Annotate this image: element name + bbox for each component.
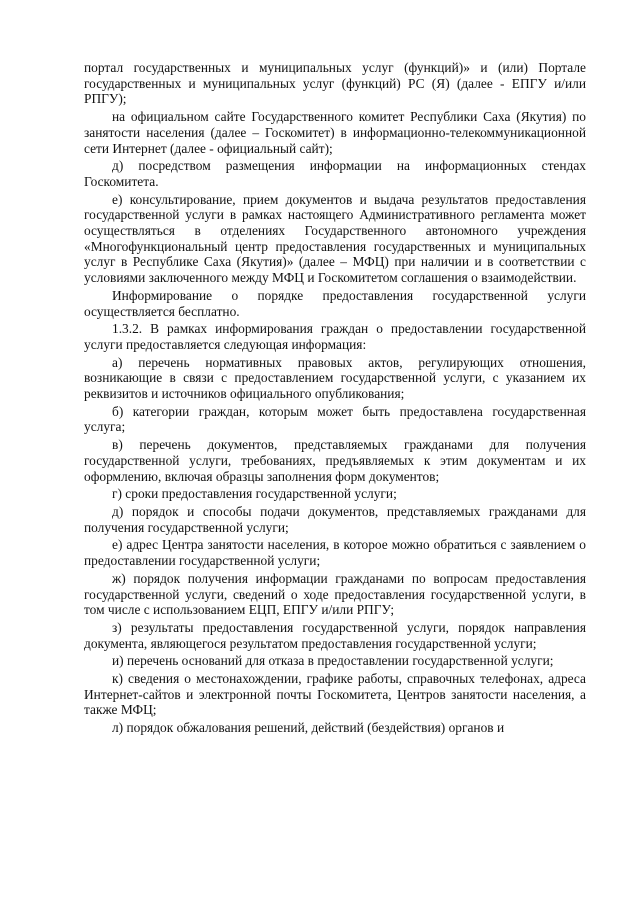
list-item-e: е) адрес Центра занятости населения, в которое можно обратиться с заявлением о предоставлении государственной услуги; (84, 537, 586, 569)
list-item-z: з) результаты предоставления государственной услуги, порядок направления документа, являющегося результатом предоставления государственной услуги; (84, 619, 586, 651)
paragraph-section-1-3-2: 1.3.2. В рамках информирования граждан о предоставлении государственной услуги предоставляется следующая информация: (84, 321, 586, 352)
list-item-k: к) сведения о местонахождении, графике работы, справочных телефонах, адреса Интернет-сайтов и электронной почты Госкомитета, Центров занятости населения, а также МФЦ; (84, 671, 586, 718)
paragraph-mfc-consulting: е) консультирование, прием документов и выдача результатов предоставления государственной услуги в рамках настоящего Административного регламента может осуществляться в отделениях Государственного автономного учреждения «Многофункциональный центр предоставления государственных и муниципальных услуг в Республике Саха (Якутия)» (далее – МФЦ) при наличии и в соответствии с условиями заключенного между МФЦ и Госкомитетом соглашения о взаимодействии. (84, 191, 586, 286)
paragraph-portal-continuation: портал государственных и муниципальных услуг (функций)» и (или) Портале государственных и муниципальных услуг (функций) РС (Я) (далее - ЕПГУ и/или РПГУ); (84, 60, 586, 107)
paragraph-info-stands: д) посредством размещения информации на информационных стендах Госкомитета. (84, 158, 586, 189)
list-item-d: д) порядок и способы подачи документов, представляемых гражданами для получения государственной услуги; (84, 503, 586, 535)
list-item-a: а) перечень нормативных правовых актов, регулирующих отношения, возникающие в связи с предоставлением государственной услуги, с указанием их реквизитов и источников официального опубликования; (84, 354, 586, 402)
list-item-v: в) перечень документов, представляемых гражданами для получения государственной услуги, требованиях, предъявляемых к этим документам и их оформлению, включая образцы заполнения форм документов; (84, 437, 586, 484)
list-item-g: г) сроки предоставления государственной услуги; (112, 486, 397, 502)
paragraph-free-informing: Информирование о порядке предоставления государственной услуги осуществляется бесплатно. (84, 287, 586, 319)
list-item-b: б) категории граждан, которым может быть предоставлена государственная услуга; (84, 403, 586, 435)
list-item-i: и) перечень оснований для отказа в предоставлении государственной услуги; (112, 653, 554, 669)
document-page (84, 60, 586, 738)
paragraph-official-site: на официальном сайте Государственного комитет Республики Саха (Якутия) по занятости населения (далее – Госкомитет) в информационно-телекоммуникационной сети Интернет (далее - официальный сайт); (84, 109, 586, 156)
list-item-zh: ж) порядок получения информации гражданами по вопросам предоставления государственной услуги, сведений о ходе предоставления государственной услуги, в том числе с использованием ЕЦП, ЕПГУ и/или РПГУ; (84, 570, 586, 618)
list-item-l: л) порядок обжалования решений, действий (бездействия) органов и (112, 720, 505, 736)
